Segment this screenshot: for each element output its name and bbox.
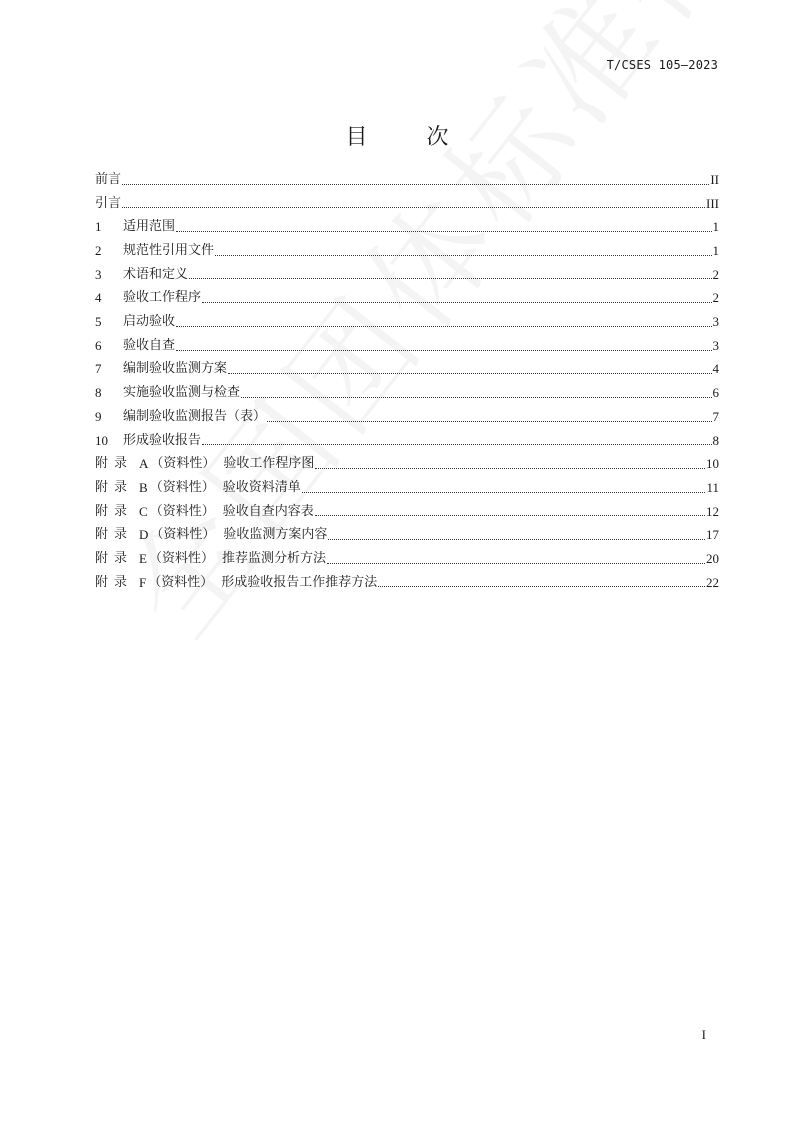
toc-dot-leader <box>122 184 709 185</box>
toc-entry-introduction[interactable] <box>95 192 719 216</box>
toc-entry-page: 10 <box>706 456 719 472</box>
toc-entry-number: 7 <box>95 361 102 377</box>
toc-entry-3[interactable] <box>95 263 719 287</box>
toc-annex-b[interactable] <box>95 476 719 500</box>
toc-dot-leader <box>228 373 711 374</box>
toc-entry-page: III <box>706 195 719 211</box>
toc-annex-f[interactable] <box>95 571 719 595</box>
toc-entry-text: 形成验收报告 <box>123 432 202 448</box>
toc-entry-text: 前言 <box>95 171 122 187</box>
toc-annex-a[interactable] <box>95 452 719 476</box>
toc-entry-2[interactable] <box>95 239 719 263</box>
toc-entry-page: 11 <box>706 479 719 495</box>
toc-entry-8[interactable] <box>95 381 719 405</box>
toc-entry-page: 1 <box>712 243 719 259</box>
toc-entry-text: 实施验收监测与检查 <box>123 385 241 401</box>
toc-entry-page: 2 <box>712 266 719 282</box>
annex-word: 附录 <box>95 503 134 519</box>
toc-entry-text: 验收工作程序 <box>123 290 202 306</box>
toc-entry-page: 6 <box>712 385 719 401</box>
annex-title: 验收工作程序图 <box>223 456 315 472</box>
annex-letter: A <box>139 456 149 472</box>
toc-dot-leader <box>176 231 711 232</box>
toc-entry-number: 2 <box>95 243 102 259</box>
toc-entry-page: 3 <box>712 314 719 330</box>
toc-entry-page: 17 <box>706 527 719 543</box>
toc-entry-5[interactable] <box>95 310 719 334</box>
toc-dot-leader <box>202 444 711 445</box>
toc-entry-page: 8 <box>712 432 719 448</box>
annex-type: （资料性） <box>148 574 214 590</box>
page-title: 目 次 <box>345 125 475 150</box>
toc-entry-number: 1 <box>95 219 102 235</box>
toc-dot-leader <box>176 350 711 351</box>
toc-dot-leader <box>202 302 711 303</box>
annex-letter: C <box>139 503 148 519</box>
toc-entry-number: 6 <box>95 337 102 353</box>
toc-entry-number: 5 <box>95 314 102 330</box>
toc-annex-e[interactable] <box>95 547 719 571</box>
toc-entry-9[interactable] <box>95 405 719 429</box>
annex-word: 附录 <box>95 456 134 472</box>
toc-dot-leader <box>315 515 705 516</box>
toc-dot-leader <box>122 207 705 208</box>
annex-letter: D <box>139 527 149 543</box>
toc-entry-page: 3 <box>712 337 719 353</box>
toc-entry-text: 验收自查 <box>123 337 176 353</box>
toc-entry-1[interactable] <box>95 215 719 239</box>
annex-title: 推荐监测分析方法 <box>221 550 326 566</box>
toc-entry-number: 9 <box>95 408 102 424</box>
toc-entry-text: 术语和定义 <box>123 266 189 282</box>
toc-dot-leader <box>328 539 705 540</box>
annex-title: 形成验收报告工作推荐方法 <box>221 574 378 590</box>
annex-type: （资料性） <box>149 479 215 495</box>
page-number: I <box>701 1027 706 1042</box>
annex-type: （资料性） <box>148 550 214 566</box>
toc-entry-text: 编制验收监测方案 <box>123 361 228 377</box>
toc-entry-text: 规范性引用文件 <box>123 243 215 259</box>
annex-letter: E <box>139 550 147 566</box>
annex-title: 验收自查内容表 <box>222 503 314 519</box>
toc-dot-leader <box>189 278 711 279</box>
annex-letter: B <box>139 479 148 495</box>
annex-word: 附录 <box>95 527 134 543</box>
toc-dot-leader <box>378 586 705 587</box>
toc-annex-c[interactable] <box>95 500 719 524</box>
annex-type: （资料性） <box>150 527 216 543</box>
annex-type: （资料性） <box>150 456 216 472</box>
standard-code: T/CSES 105—2023 <box>606 58 718 72</box>
toc-entry-page: 4 <box>712 361 719 377</box>
toc-entry-page: 12 <box>706 503 719 519</box>
toc-dot-leader <box>267 421 711 422</box>
toc-entry-number: 3 <box>95 266 102 282</box>
toc-entry-number: 8 <box>95 385 102 401</box>
toc-entry-number: 4 <box>95 290 102 306</box>
toc-entry-4[interactable] <box>95 286 719 310</box>
toc-dot-leader <box>315 468 705 469</box>
toc-entry-number: 10 <box>95 432 108 448</box>
table-of-contents <box>95 168 719 594</box>
toc-entry-foreword[interactable] <box>95 168 719 192</box>
annex-type: （资料性） <box>149 503 215 519</box>
annex-title: 验收监测方案内容 <box>223 527 328 543</box>
toc-entry-page: 22 <box>706 574 719 590</box>
toc-entry-page: 1 <box>712 219 719 235</box>
annex-letter: F <box>139 574 147 590</box>
toc-entry-page: 20 <box>706 550 719 566</box>
toc-entry-text: 适用范围 <box>123 219 176 235</box>
toc-entry-page: 7 <box>712 408 719 424</box>
toc-entry-7[interactable] <box>95 358 719 382</box>
toc-dot-leader <box>302 492 706 493</box>
toc-annex-d[interactable] <box>95 523 719 547</box>
annex-word: 附录 <box>95 479 134 495</box>
toc-dot-leader <box>327 563 705 564</box>
toc-dot-leader <box>215 255 711 256</box>
toc-entry-6[interactable] <box>95 334 719 358</box>
toc-dot-leader <box>176 326 711 327</box>
toc-entry-text: 启动验收 <box>123 314 176 330</box>
toc-entry-page: 2 <box>712 290 719 306</box>
toc-entry-text: 引言 <box>95 195 122 211</box>
toc-entry-page: II <box>710 171 719 187</box>
toc-entry-text: 编制验收监测报告（表） <box>123 408 267 424</box>
annex-word: 附录 <box>95 574 134 590</box>
annex-word: 附录 <box>95 550 134 566</box>
annex-title: 验收资料清单 <box>222 479 301 495</box>
toc-entry-10[interactable] <box>95 429 719 453</box>
toc-dot-leader <box>241 397 711 398</box>
